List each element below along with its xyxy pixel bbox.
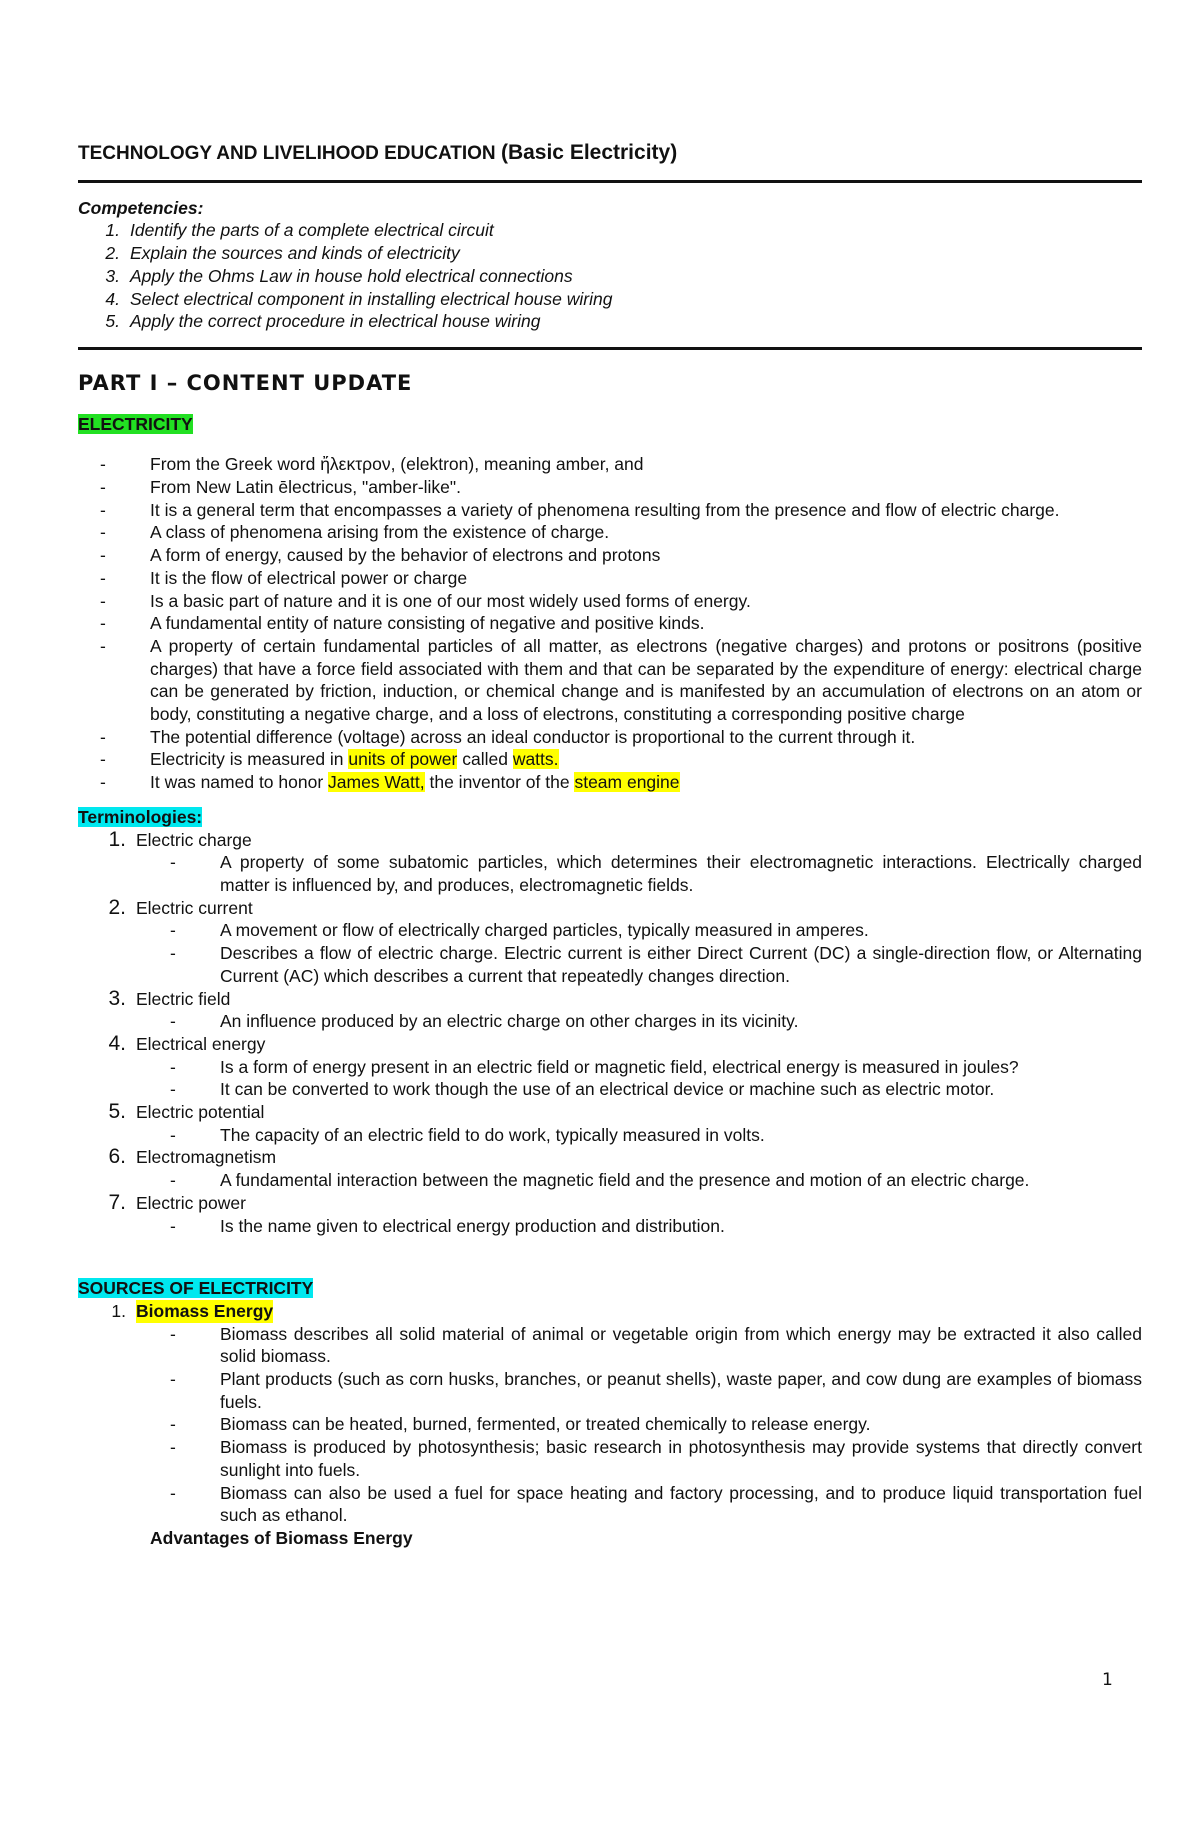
electricity-list	[78, 453, 1142, 794]
divider-bottom	[78, 347, 1142, 350]
electricity-heading: ELECTRICITY	[78, 413, 193, 434]
list-item: - The capacity of an electric field to do work, typically measured in volts.	[170, 1124, 765, 1145]
term-item: 4. Electrical energy - Is a form of energy present in an electric field or magnetic field, electrical energy is measured in joules? - It can be converted to work though the use of an electrical device or machine such as electric motor.	[78, 1033, 1142, 1101]
title-subtitle: (Basic Electricity)	[500, 141, 678, 164]
sources-heading: SOURCES OF ELECTRICITY	[78, 1278, 314, 1299]
list-item: - A property of some subatomic particles, which determines their electromagnetic interactions. Electrically charged matter is influenced by, and produces, electromagnetic fields.	[170, 852, 1142, 895]
competency-item: 1. Identify the parts of a complete electrical circuit	[105, 220, 494, 241]
list-item: - It is the flow of electrical power or charge	[100, 567, 468, 588]
list-item: - Describes a flow of electric charge. Electric current is either Direct Current (DC) a single-direction flow, or Alternating Current (AC) which describes a current that repeatedly changes direction.	[170, 943, 1142, 986]
part-title: PART I – CONTENT UPDATE	[78, 370, 413, 395]
list-item: - Biomass can be heated, burned, fermented, or treated chemically to release energy.	[170, 1414, 871, 1435]
list-item: - From New Latin ēlectricus, "amber-like".	[100, 477, 461, 498]
term-item: 2. Electric current - A movement or flow of electrically charged particles, typically measured in amperes. - Describes a flow of electric charge. Electric current is either Direct Current (DC) a single-direction flow, or Alternating Current (AC) which describes a current that repeatedly changes direction.	[78, 897, 1142, 988]
term-item: 5. Electric potential - The capacity of an electric field to do work, typically measured in volts.	[78, 1101, 1142, 1146]
term-item: 1. Electric charge - A property of some subatomic particles, which determines their electromagnetic interactions. Electrically charged matter is influenced by, and produces, electromagnetic fields.	[78, 829, 1142, 897]
list-item: - The potential difference (voltage) across an ideal conductor is proportional to the current through it.	[100, 726, 916, 747]
list-item: - Biomass is produced by photosynthesis; basic research in photosynthesis may provide systems that directly convert sunlight into fuels.	[170, 1437, 1142, 1480]
list-item: - Plant products (such as corn husks, branches, or peanut shells), waste paper, and cow dung are examples of biomass fuels.	[170, 1369, 1142, 1412]
title-main: TECHNOLOGY AND LIVELIHOOD EDUCATION	[78, 143, 496, 164]
page-number: 1	[1102, 1670, 1113, 1690]
list-item: - Biomass describes all solid material of animal or vegetable origin from which energy may be extracted it also called solid biomass.	[170, 1323, 1142, 1367]
list-item: - From the Greek word ἤλεκτρον, (elektron), meaning amber, and	[100, 454, 644, 475]
list-item: - Electricity is measured in units of power called watts.	[100, 749, 559, 770]
list-item: - Is a basic part of nature and it is one of our most widely used forms of energy.	[100, 590, 751, 611]
list-item: - It can be converted to work though the use of an electrical device or machine such as electric motor.	[170, 1079, 995, 1100]
list-item: - A movement or flow of electrically charged particles, typically measured in amperes.	[170, 920, 869, 941]
source-item: 1. Biomass Energy - Biomass describes all solid material of animal or vegetable origin from which energy may be extracted it also called solid biomass. - Plant products (such as corn husks, branches, or peanut shells), waste paper, and cow dung are examples of biomass fuels. - Biomass can be heated, burned, fermented, or treated chemically to release energy. - Biomass is produced by photosynthesis; basic research in photosynthesis may provide systems that directly convert sunlight into fuels. - Biomass can also be used a fuel for space heating and factory processing, and to produce liquid transportation fuel such as ethanol. Advantages of Biomass Energy	[78, 1300, 1142, 1550]
list-item: - A fundamental entity of nature consisting of negative and positive kinds.	[100, 613, 705, 634]
list-item: - It is a general term that encompasses a variety of phenomena resulting from the presence and flow of electric charge.	[100, 499, 1060, 520]
term-item: 6. Electromagnetism - A fundamental interaction between the magnetic field and the presence and motion of an electric charge.	[78, 1146, 1142, 1191]
list-item: - It was named to honor James Watt, the inventor of the steam engine	[100, 772, 680, 793]
list-item: - A fundamental interaction between the magnetic field and the presence and motion of an electric charge.	[170, 1170, 1030, 1191]
list-item: - Is a form of energy present in an electric field or magnetic field, electrical energy is measured in joules?	[170, 1056, 1019, 1077]
list-item: - A form of energy, caused by the behavior of electrons and protons	[100, 545, 661, 566]
list-item: - An influence produced by an electric charge on other charges in its vicinity.	[170, 1011, 799, 1032]
competencies-heading: Competencies:	[78, 197, 204, 218]
term-item: 3. Electric field - An influence produced by an electric charge on other charges in its vicinity.	[78, 988, 1142, 1033]
competencies	[78, 197, 1142, 333]
term-item: 7. Electric power - Is the name given to electrical energy production and distribution.	[78, 1192, 1142, 1237]
advantages-heading: Advantages of Biomass Energy	[150, 1527, 413, 1548]
competency-item: 2. Explain the sources and kinds of electricity	[105, 243, 460, 264]
divider-top	[78, 180, 1142, 183]
document-title	[78, 142, 1142, 166]
list-item: - Is the name given to electrical energy production and distribution.	[170, 1215, 725, 1236]
page-content	[78, 142, 1142, 1550]
competency-item: 3. Apply the Ohms Law in house hold electrical connections	[105, 265, 573, 286]
terminologies-heading: Terminologies:	[78, 806, 203, 827]
competency-item: 5. Apply the correct procedure in electrical house wiring	[105, 311, 541, 332]
list-item: - A property of certain fundamental particles of all matter, as electrons (negative charges) and protons or positrons (positive charges) that have a force field associated with them and that can be separated by the expenditure of energy: electrical charge can be generated by friction, induction, or chemical change and is manifested by an accumulation of electrons on an atom or body, constituting a negative charge, and a loss of electrons, constituting a corresponding positive charge	[100, 635, 1142, 725]
list-item: - Biomass can also be used a fuel for space heating and factory processing, and to produce liquid transportation fuel such as ethanol.	[170, 1482, 1142, 1526]
competency-item: 4. Select electrical component in installing electrical house wiring	[105, 288, 613, 309]
list-item: - A class of phenomena arising from the existence of charge.	[100, 522, 610, 543]
